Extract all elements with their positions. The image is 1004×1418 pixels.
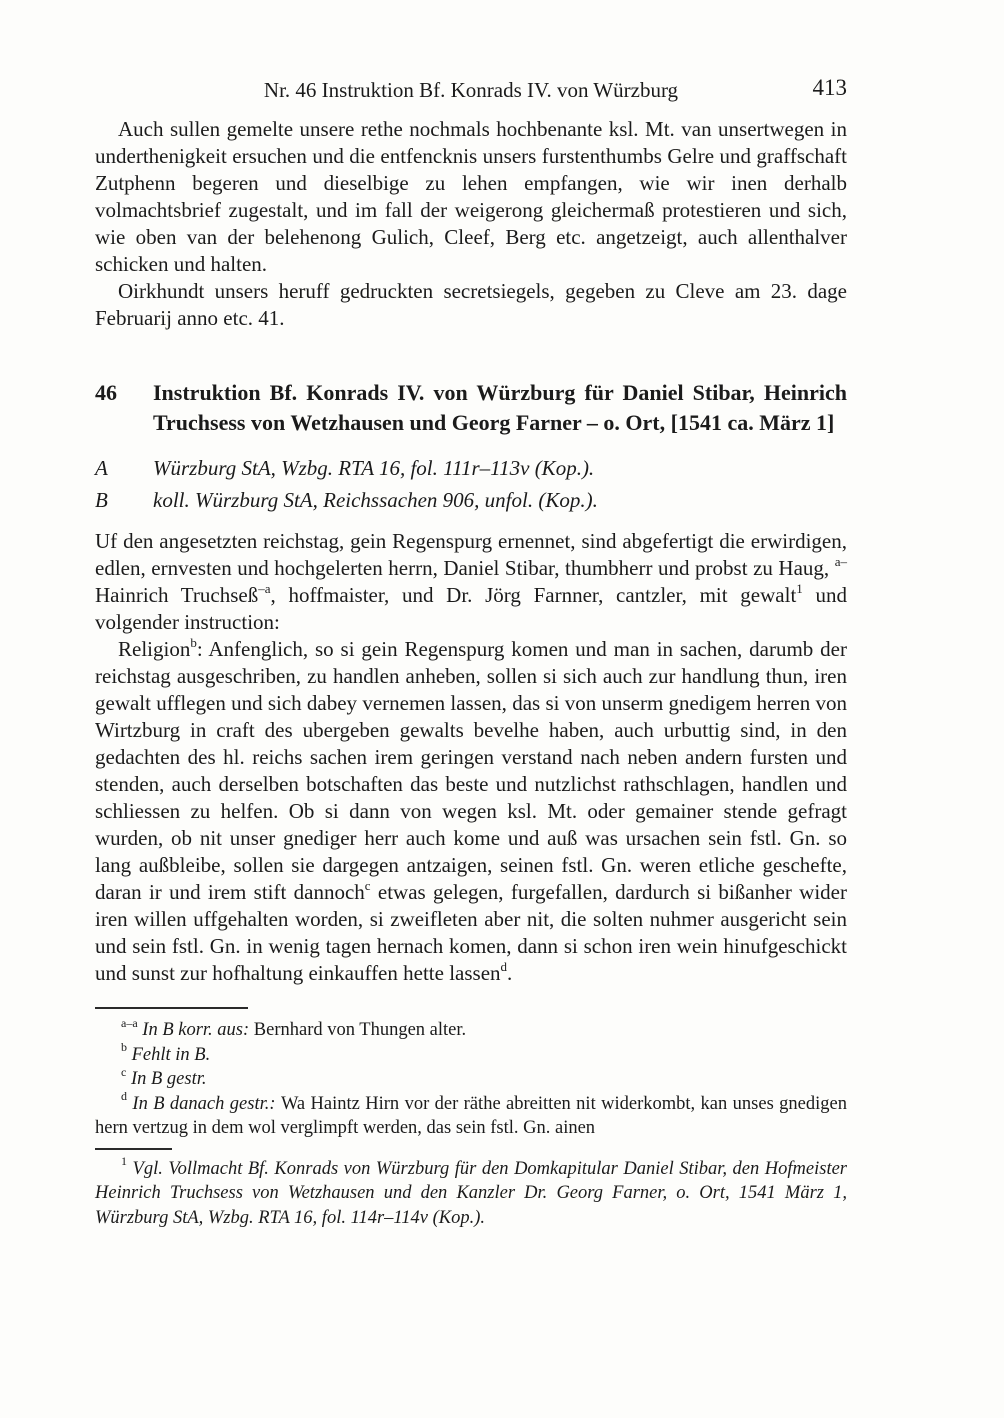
footnote-item-c: $^c$ In B gestr.: [121, 1064, 207, 1089]
note-marker: 1: [796, 581, 803, 596]
page-number: 413: [812, 75, 847, 100]
footnote-item-b: $^b$ Fehlt in B.: [121, 1040, 211, 1065]
footnote-item-1: $^1$ Vgl. Vollmacht Bf. Konrads von Würzburg für den Domkapitular Daniel Stibar, den Hofmeister Heinrich Truchsess von Wetzhausen und den Kanzler Dr. Georg Farner, o. Ort, 1541 März 1, Würzburg StA, Wzbg. RTA 16, fol. 114r–114v (Kop.).: [95, 1154, 847, 1228]
critical-apparatus: [95, 1015, 847, 1141]
intro-paragraph-1: Auch sullen gemelte unsere rethe nochmals hochbenante ksl. Mt. van unsertwegen in underthenigkeit ersuchen und die entfencknis unsers furstenthumbs Gelre und graffschaft Zutphenn begeren und dieselbige zu lehen empfangen, wie wir inen derhalb volmachtsbrief zugestalt, und im fall der weigerong gleichermaß protestieren und sich, wie oben van der belehenong Gulich, Cleef, Berg etc. angetzeigt, auch allenthalver schicken und halten.: [95, 117, 847, 276]
footnote-separator-2: [95, 1148, 172, 1150]
note-marker: 1: [121, 1154, 127, 1169]
note-marker: d: [500, 959, 508, 974]
document-number: 46: [95, 380, 117, 405]
note-marker: b: [190, 635, 197, 650]
commentary-footnotes: [95, 1154, 847, 1231]
running-header-title: Nr. 46 Instruktion Bf. Konrads IV. von Würzburg: [263, 78, 679, 102]
running-header: [95, 75, 847, 102]
body-paragraph-1: Uf den angesetzten reichstag, gein Regenspurg ernennet, sind abgefertigt die erwirdigen, edlen, ernvesten und hochgelerten herrn, Daniel Stibar, thumbherr und probst zu Haug, $^{a-}$Hainrich Truchseß$^{-a}$, hoffmaister, und Dr. Jörg Farnner, cantzler, mit gewalt$^1$ und volgender instruction:: [95, 529, 848, 634]
text-block: [95, 75, 848, 1230]
note-marker: a–a: [121, 1015, 138, 1030]
note-marker: c: [364, 878, 371, 893]
footnote-item-a: $^{a-a}$ In B korr. aus: Bernhard von Thungen alter.: [121, 1015, 467, 1040]
note-marker: c: [121, 1064, 127, 1079]
document-heading: [95, 378, 847, 438]
document-title: Instruktion Bf. Konrads IV. von Würzburg für Daniel Stibar, Heinrich Truchsess von Wetzhausen und Georg Farner – o. Ort, [1541 ca. März 1]: [153, 380, 847, 435]
source-text: koll. Würzburg StA, Reichssachen 906, unfol. (Kop.).: [153, 488, 598, 512]
source-text: Würzburg StA, Wzbg. RTA 16, fol. 111r–113v (Kop.).: [153, 456, 595, 480]
footnote-item-d: $^d$ In B danach gestr.: Wa Haintz Hirn vor der räthe abreitten nit widerkombt, kan unses gnedigen hern vertzug in dem wol verglimpft werden, das sein fstl. Gn. ainen: [95, 1089, 847, 1138]
source-siglum: B: [95, 488, 108, 512]
source-row: [95, 484, 847, 516]
intro-paragraph-2: Oirkhundt unsers heruff gedruckten secretsiegels, gegeben zu Cleve am 23. dage Februarij anno etc. 41.: [95, 279, 847, 330]
source-row: [95, 452, 847, 484]
note-marker: a–: [834, 554, 847, 569]
footnote-separator: [95, 1007, 248, 1009]
source-siglum: A: [95, 456, 108, 480]
note-marker: d: [121, 1089, 127, 1104]
source-list: [95, 452, 847, 516]
note-marker: b: [121, 1040, 127, 1055]
body-paragraph-2: Religion$^b$: Anfenglich, so si gein Regenspurg komen und man in sachen, darumb der reichstag ausgeschriben, zu handlen anheben, sollen si sich auch zur handlung thun, iren gewalt ufflegen und sich dabey vernemen lassen, das si von unserm gnedigem herren von Wirtzburg in craft des ubergeben gewalts bevelhe haben, auch urbuttig sind, in den gedachten des hl. reichs sachen irem geringen verstand nach neben andern fursten und stenden, auch derselben botschaften das beste und nutzlichst rathschlagen, handlen und schliessen zu helfen. Ob si dann von wegen ksl. Mt. oder gemainer stende gefragt wurden, ob nit unser gnediger herr auch kome und auß was ursachen sein fstl. Gn. so lang außbleibe, sollen sie dargegen antzaigen, seinen fstl. Gn. weren etliche geschefte, daran ir und irem stift dannoch$^c$ etwas gelegen, furgefallen, dardurch si bißanher wider iren willen uffgehalten worden, si zweifleten aber nit, die solten nuhmer ausgericht sein und sein fstl. Gn. in wenig tagen hernach komen, dann si schon iren wein hinufgeschickt und sunst zur hofhaltung einkauffen hette lassen$^d$.: [95, 635, 847, 985]
note-marker: –a: [258, 581, 271, 596]
